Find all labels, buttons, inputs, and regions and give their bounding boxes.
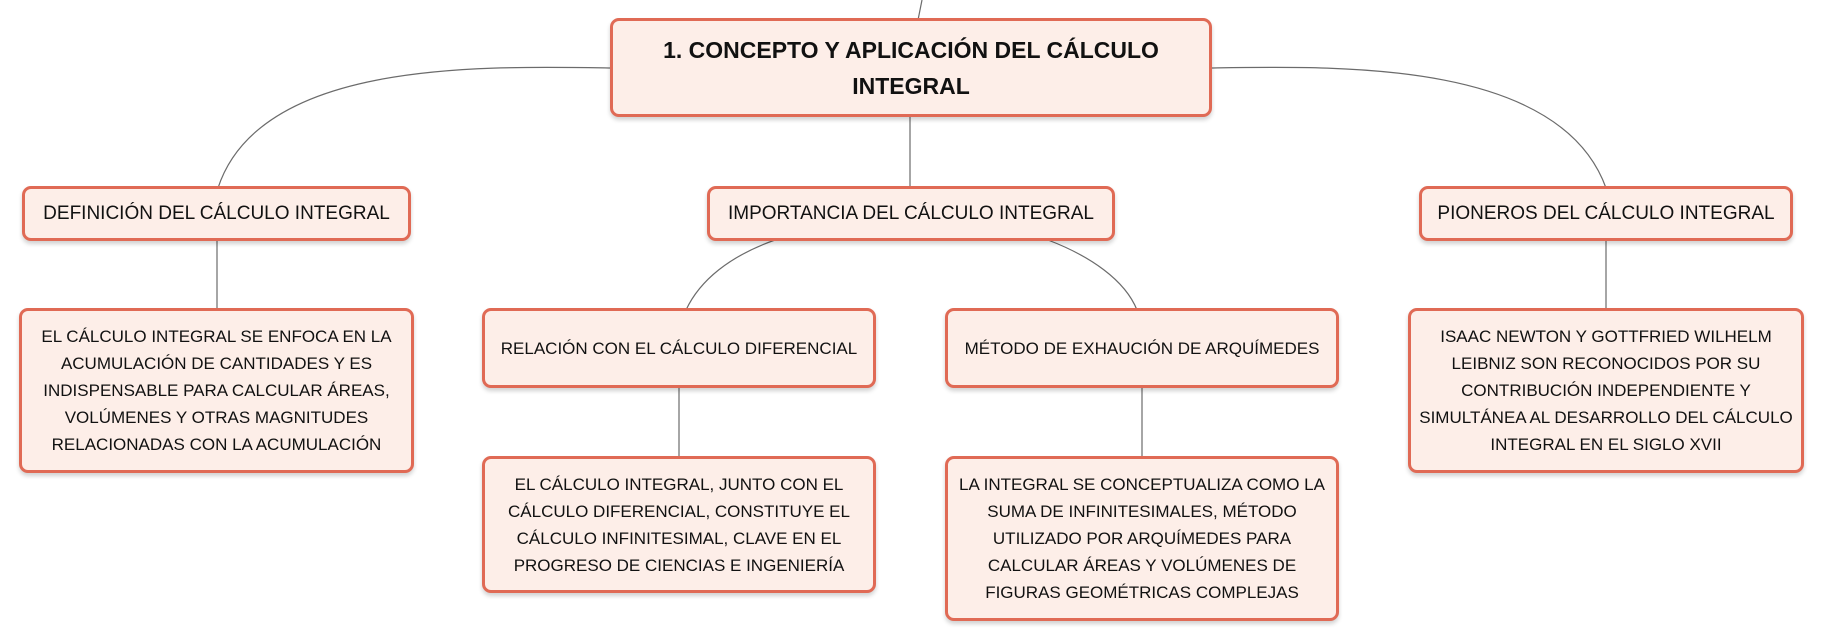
topic-definicion[interactable] [22, 186, 411, 241]
topic-importancia[interactable] [707, 186, 1115, 241]
connector-importancia-metodo [1048, 240, 1137, 310]
root-topic[interactable] [610, 18, 1212, 117]
connector-importancia-relacion [686, 240, 775, 310]
connector-root-definicion [218, 67, 612, 188]
topic-relacion[interactable] [482, 308, 876, 388]
detail-metodo-text: LA INTEGRAL SE CONCEPTUALIZA COMO LA SUMA DE INFINITESIMALES, MÉTODO UTILIZADO POR ARQUÍMEDES PARA CALCULAR ÁREAS Y VOLÚMENES DE FIGURAS GEOMÉTRICAS COMPLEJAS [959, 475, 1325, 602]
detail-metodo[interactable] [945, 456, 1339, 621]
detail-relacion[interactable] [482, 456, 876, 593]
root-topic-label: 1. CONCEPTO Y APLICACIÓN DEL CÁLCULO INTEGRAL [663, 36, 1159, 99]
detail-pioneros-text: ISAAC NEWTON Y GOTTFRIED WILHELM LEIBNIZ SON RECONOCIDOS POR SU CONTRIBUCIÓN INDEPENDIENTE Y SIMULTÁNEA AL DESARROLLO DEL CÁLCULO INTEGRAL EN EL SIGLO XVII [1419, 327, 1793, 454]
topic-importancia-label: IMPORTANCIA DEL CÁLCULO INTEGRAL [727, 202, 1094, 224]
topic-relacion-label: RELACIÓN CON EL CÁLCULO DIFERENCIAL [500, 338, 858, 358]
topic-metodo[interactable] [945, 308, 1339, 388]
connector-root-top [918, 0, 922, 20]
topic-definicion-label: DEFINICIÓN DEL CÁLCULO INTEGRAL [43, 202, 390, 224]
topic-pioneros-label: PIONEROS DEL CÁLCULO INTEGRAL [1437, 202, 1775, 224]
topic-pioneros[interactable] [1419, 186, 1793, 241]
topic-metodo-label: MÉTODO DE EXHAUCIÓN DE ARQUÍMEDES [964, 338, 1320, 358]
detail-relacion-text: EL CÁLCULO INTEGRAL, JUNTO CON EL CÁLCULO DIFERENCIAL, CONSTITUYE EL CÁLCULO INFINITESIMAL, CLAVE EN EL PROGRESO DE CIENCIAS E INGENIERÍA [508, 474, 850, 575]
detail-definicion-text: EL CÁLCULO INTEGRAL SE ENFOCA EN LA ACUMULACIÓN DE CANTIDADES Y ES INDISPENSABLE PARA CALCULAR ÁREAS, VOLÚMENES Y OTRAS MAGNITUDES RELACIONADAS CON LA ACUMULACIÓN [41, 327, 392, 454]
detail-definicion[interactable] [19, 308, 414, 473]
detail-pioneros[interactable] [1408, 308, 1804, 473]
connector-root-pioneros [1210, 67, 1606, 188]
